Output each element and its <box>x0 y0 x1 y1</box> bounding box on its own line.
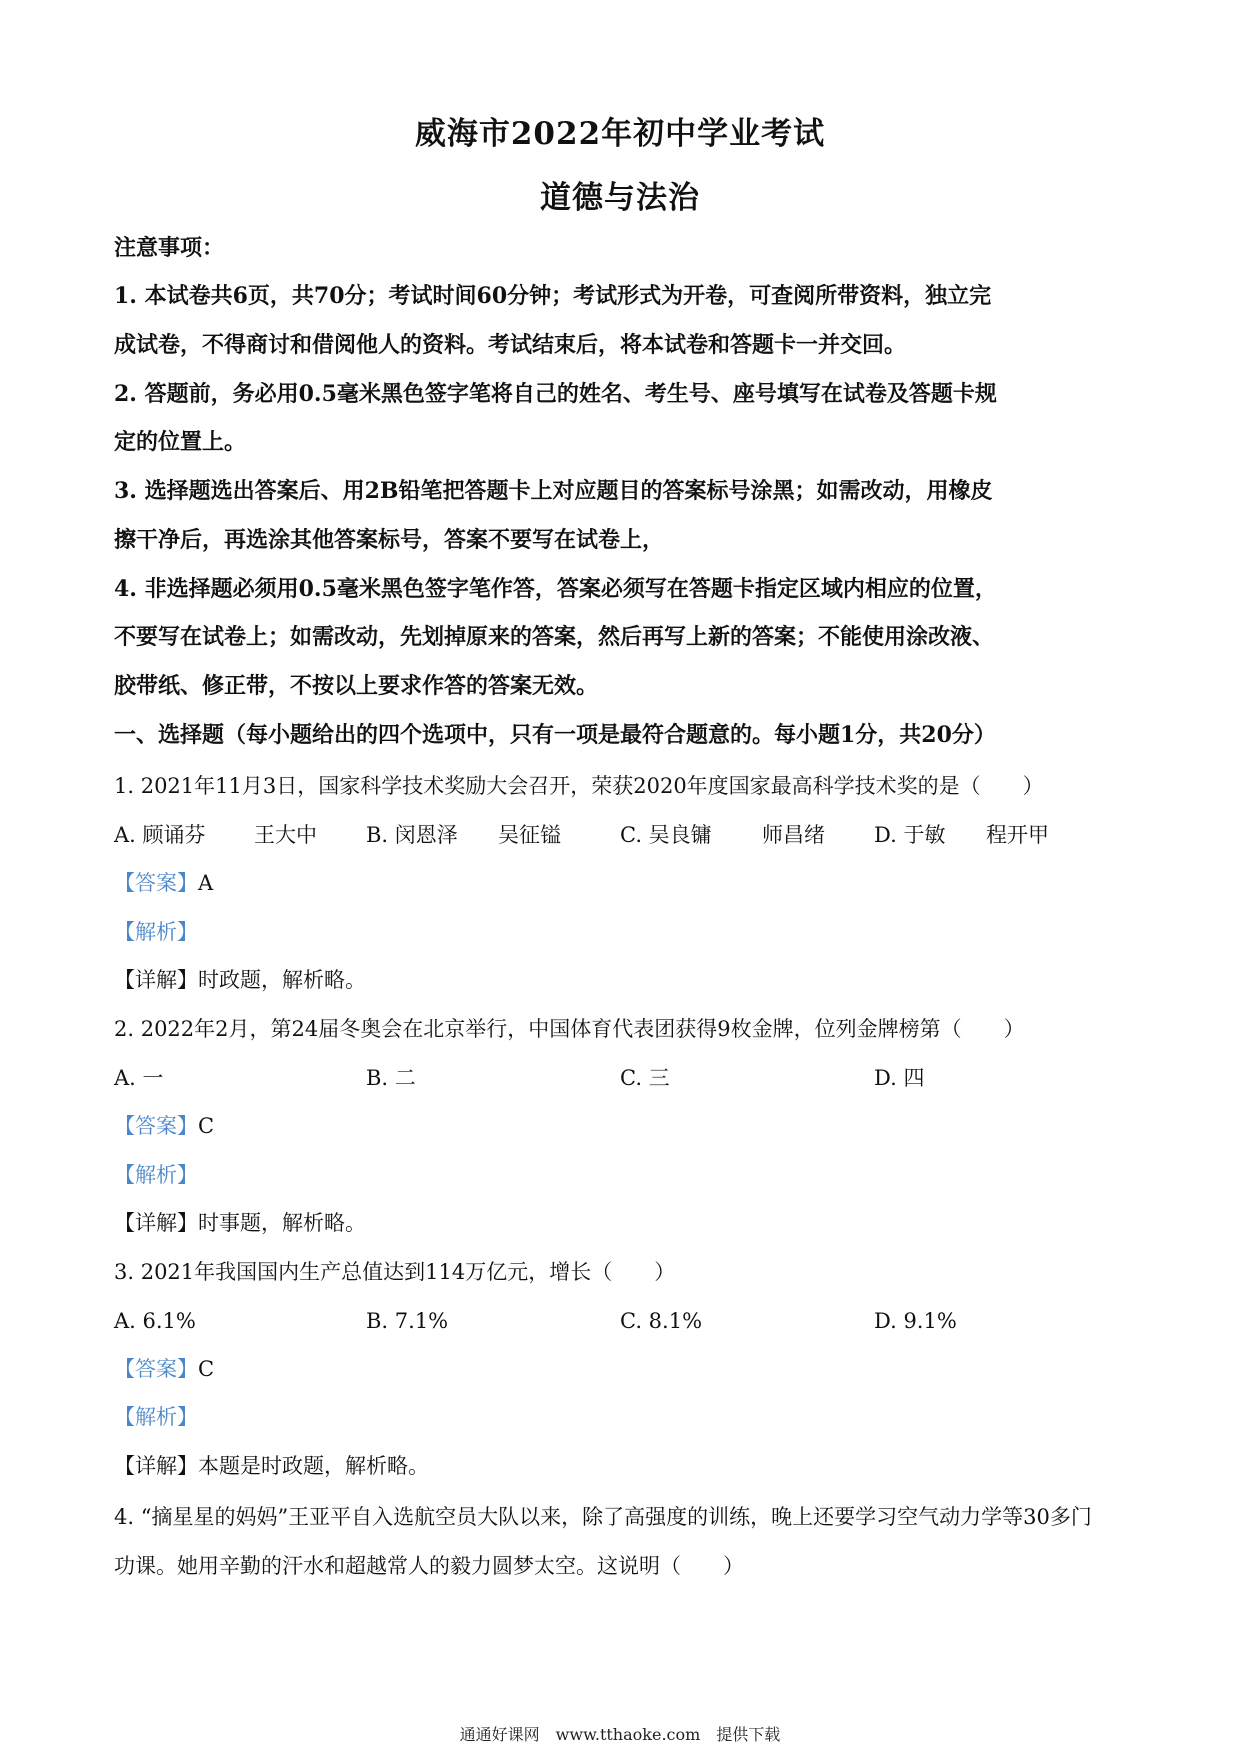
option-extra: 王大中 <box>254 823 317 847</box>
question-stem: 1. 2021年11月3日，国家科学技术奖励大会召开，荣获2020年度国家最高科学技术奖的是（ ） <box>114 774 1044 798</box>
answer-value: C <box>198 1357 215 1381</box>
answer-label: 【答案】 <box>114 1357 198 1381</box>
option-a: A. 一 <box>114 1066 164 1090</box>
question-stem: 4. “摘星星的妈妈”王亚平自入选航空员大队以来，除了高强度的训练，晚上还要学习空气动力学等30多门 <box>114 1505 1092 1529</box>
answer-value: C <box>198 1114 215 1138</box>
option-label: B. 闵恩泽 <box>366 823 458 847</box>
option-b <box>366 821 561 849</box>
analysis-label: 【解析】 <box>114 1405 198 1429</box>
option-d: D. 9.1% <box>874 1309 957 1333</box>
option-extra: 师昌绪 <box>762 823 825 847</box>
option-row <box>114 821 1134 849</box>
option-c: C. 三 <box>620 1066 670 1090</box>
option-b: B. 二 <box>366 1066 416 1090</box>
detail-label: 【详解】 <box>114 1454 198 1478</box>
answer-line <box>114 1112 1134 1140</box>
detail-label: 【详解】 <box>114 1211 198 1235</box>
answer-line <box>114 869 1134 897</box>
notice-line: 胶带纸、修正带，不按以上要求作答的答案无效。 <box>114 673 599 699</box>
question-stem-continued: 功课。她用辛勤的汗水和超越常人的毅力圆梦太空。这说明（ ） <box>114 1554 744 1578</box>
detail-label: 【详解】 <box>114 968 198 992</box>
option-row <box>114 1307 1134 1335</box>
option-extra: 吴征镒 <box>498 823 561 847</box>
notice-line: 2. 答题前，务必用0.5毫米黑色签字笔将自己的姓名、考生号、座号填写在试卷及答题卡规 <box>114 381 997 407</box>
page-footer: 通通好课网 www.tthaoke.com 提供下载 <box>459 1725 781 1744</box>
detail-line <box>114 1209 1134 1237</box>
analysis-label: 【解析】 <box>114 920 198 944</box>
notice-line: 擦干净后，再选涂其他答案标号，答案不要写在试卷上， <box>114 527 665 553</box>
analysis-label: 【解析】 <box>114 1163 198 1187</box>
option-label: C. 吴良镛 <box>620 823 712 847</box>
detail-line <box>114 1452 1134 1480</box>
option-c: C. 8.1% <box>620 1309 703 1333</box>
option-label: A. 顾诵芬 <box>114 823 206 847</box>
detail-text: 时政题，解析略。 <box>198 968 366 992</box>
option-d <box>874 821 1049 849</box>
notice-line: 4. 非选择题必须用0.5毫米黑色签字笔作答，答案必须写在答题卡指定区域内相应的位置， <box>114 576 997 602</box>
notice-heading: 注意事项： <box>114 235 225 261</box>
answer-label: 【答案】 <box>114 871 198 895</box>
option-a <box>114 821 317 849</box>
option-d: D. 四 <box>874 1066 925 1090</box>
option-label: D. 于敏 <box>874 823 946 847</box>
option-row <box>114 1064 1134 1092</box>
notice-line: 成试卷，不得商讨和借阅他人的资料。考试结束后，将本试卷和答题卡一并交回。 <box>114 332 907 358</box>
notice-line: 定的位置上。 <box>114 429 247 455</box>
answer-label: 【答案】 <box>114 1114 198 1138</box>
option-b: B. 7.1% <box>366 1309 449 1333</box>
detail-text: 本题是时政题，解析略。 <box>198 1454 429 1478</box>
notice-line: 不要写在试卷上；如需改动，先划掉原来的答案，然后再写上新的答案；不能使用涂改液、 <box>114 624 995 650</box>
option-a: A. 6.1% <box>114 1309 196 1333</box>
section-heading: 一、选择题（每小题给出的四个选项中，只有一项是最符合题意的。每小题1分，共20分） <box>114 722 996 748</box>
notice-line: 3. 选择题选出答案后、用2B铅笔把答题卡上对应题目的答案标号涂黑；如需改动，用橡皮 <box>114 478 993 504</box>
notice-line: 1. 本试卷共6页，共70分；考试时间60分钟；考试形式为开卷，可查阅所带资料，独立完 <box>114 283 992 309</box>
answer-value: A <box>198 871 214 895</box>
option-c <box>620 821 825 849</box>
question-stem: 2. 2022年2月，第24届冬奥会在北京举行，中国体育代表团获得9枚金牌，位列金牌榜第（ ） <box>114 1017 1025 1041</box>
question-stem: 3. 2021年我国国内生产总值达到114万亿元，增长（ ） <box>114 1260 676 1284</box>
answer-line <box>114 1355 1134 1383</box>
detail-text: 时事题，解析略。 <box>198 1211 366 1235</box>
exam-subject: 道德与法治 <box>540 180 700 216</box>
option-extra: 程开甲 <box>986 823 1049 847</box>
detail-line <box>114 966 1134 994</box>
exam-title: 威海市2022年初中学业考试 <box>414 116 826 152</box>
